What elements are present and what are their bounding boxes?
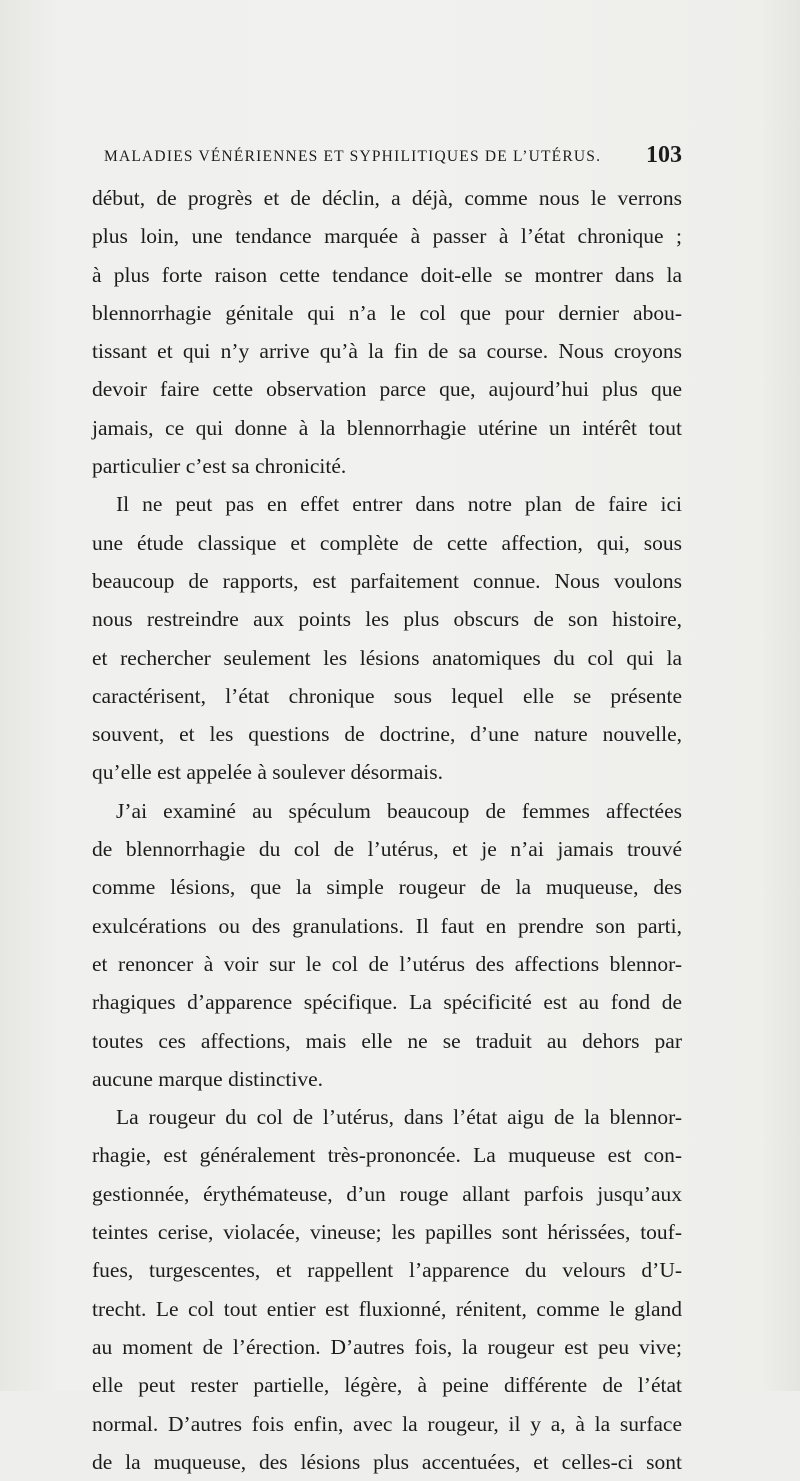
text-line: blennorrhagie génitale qui n’a le col que pour dernier abou-: [92, 300, 682, 325]
text-line: une étude classique et complète de cette affection, qui, sous: [92, 530, 682, 555]
text-line: début, de progrès et de déclin, a déjà, comme nous le verrons: [92, 186, 682, 210]
text-line: qu’elle est appelée à soulever désormais.: [92, 760, 444, 785]
running-title: MALADIES VÉNÉRIENNES ET SYPHILITIQUES DE L’UTÉRUS.: [104, 148, 602, 165]
text-line: beaucoup de rapports, est parfaitement connue. Nous voulons: [92, 568, 682, 593]
text-line: nous restreindre aux points les plus obscurs de son histoire,: [92, 607, 682, 632]
text-line: trecht. Le col tout entier est fluxionné, rénitent, comme le gland: [92, 1296, 682, 1321]
text-line: au moment de l’érection. D’autres fois, la rougeur est peu vive;: [92, 1334, 682, 1359]
text-line: et renoncer à voir sur le col de l’utérus des affections blennor-: [92, 951, 682, 976]
text-line: jamais, ce qui donne à la blennorrhagie utérine un intérêt tout: [92, 415, 682, 440]
text-line: comme lésions, que la simple rougeur de la muqueuse, des: [92, 875, 682, 900]
page-number: 103: [646, 142, 682, 168]
text-line: tissant et qui n’y arrive qu’à la fin de sa course. Nous croyons: [92, 339, 682, 364]
text-line: Il ne peut pas en effet entrer dans notre plan de faire ici: [116, 492, 682, 517]
text-line: et rechercher seulement les lésions anatomiques du col qui la: [92, 645, 682, 670]
text-line: elle peut rester partielle, légère, à peine différente de l’état: [92, 1373, 682, 1398]
text-line: teintes cerise, violacée, vineuse; les papilles sont hérissées, touf-: [92, 1220, 682, 1245]
body-text: [92, 179, 682, 1481]
text-line: rhagiques d’apparence spécifique. La spécificité est au fond de: [92, 990, 682, 1015]
text-line: J’ai examiné au spéculum beaucoup de femmes affectées: [116, 798, 682, 823]
text-line: fues, turgescentes, et rappellent l’apparence du velours d’U-: [92, 1258, 682, 1283]
text-line: aucune marque distinctive.: [92, 1066, 324, 1091]
running-head: [104, 140, 682, 174]
text-line: normal. D’autres fois enfin, avec la rougeur, il y a, à la surface: [92, 1411, 682, 1436]
text-line: exulcérations ou des granulations. Il faut en prendre son parti,: [92, 913, 682, 938]
text-line: caractérisent, l’état chronique sous lequel elle se présente: [92, 683, 682, 708]
text-line: toutes ces affections, mais elle ne se traduit au dehors par: [92, 1028, 682, 1053]
text-line: plus loin, une tendance marquée à passer à l’état chronique ;: [92, 224, 682, 249]
text-line: souvent, et les questions de doctrine, d’une nature nouvelle,: [92, 722, 682, 747]
text-line: La rougeur du col de l’utérus, dans l’état aigu de la blennor-: [116, 1105, 682, 1130]
text-line: devoir faire cette observation parce que, aujourd’hui plus que: [92, 377, 682, 402]
text-line: rhagie, est généralement très-prononcée. La muqueuse est con-: [92, 1143, 682, 1168]
text-line: particulier c’est sa chronicité.: [92, 454, 347, 479]
text-line: à plus forte raison cette tendance doit-elle se montrer dans la: [92, 262, 682, 287]
text-line: de blennorrhagie du col de l’utérus, et je n’ai jamais trouvé: [92, 837, 682, 862]
text-line: de la muqueuse, des lésions plus accentuées, et celles-ci sont: [92, 1449, 682, 1474]
text-line: gestionnée, érythémateuse, d’un rouge allant parfois jusqu’aux: [92, 1181, 682, 1206]
